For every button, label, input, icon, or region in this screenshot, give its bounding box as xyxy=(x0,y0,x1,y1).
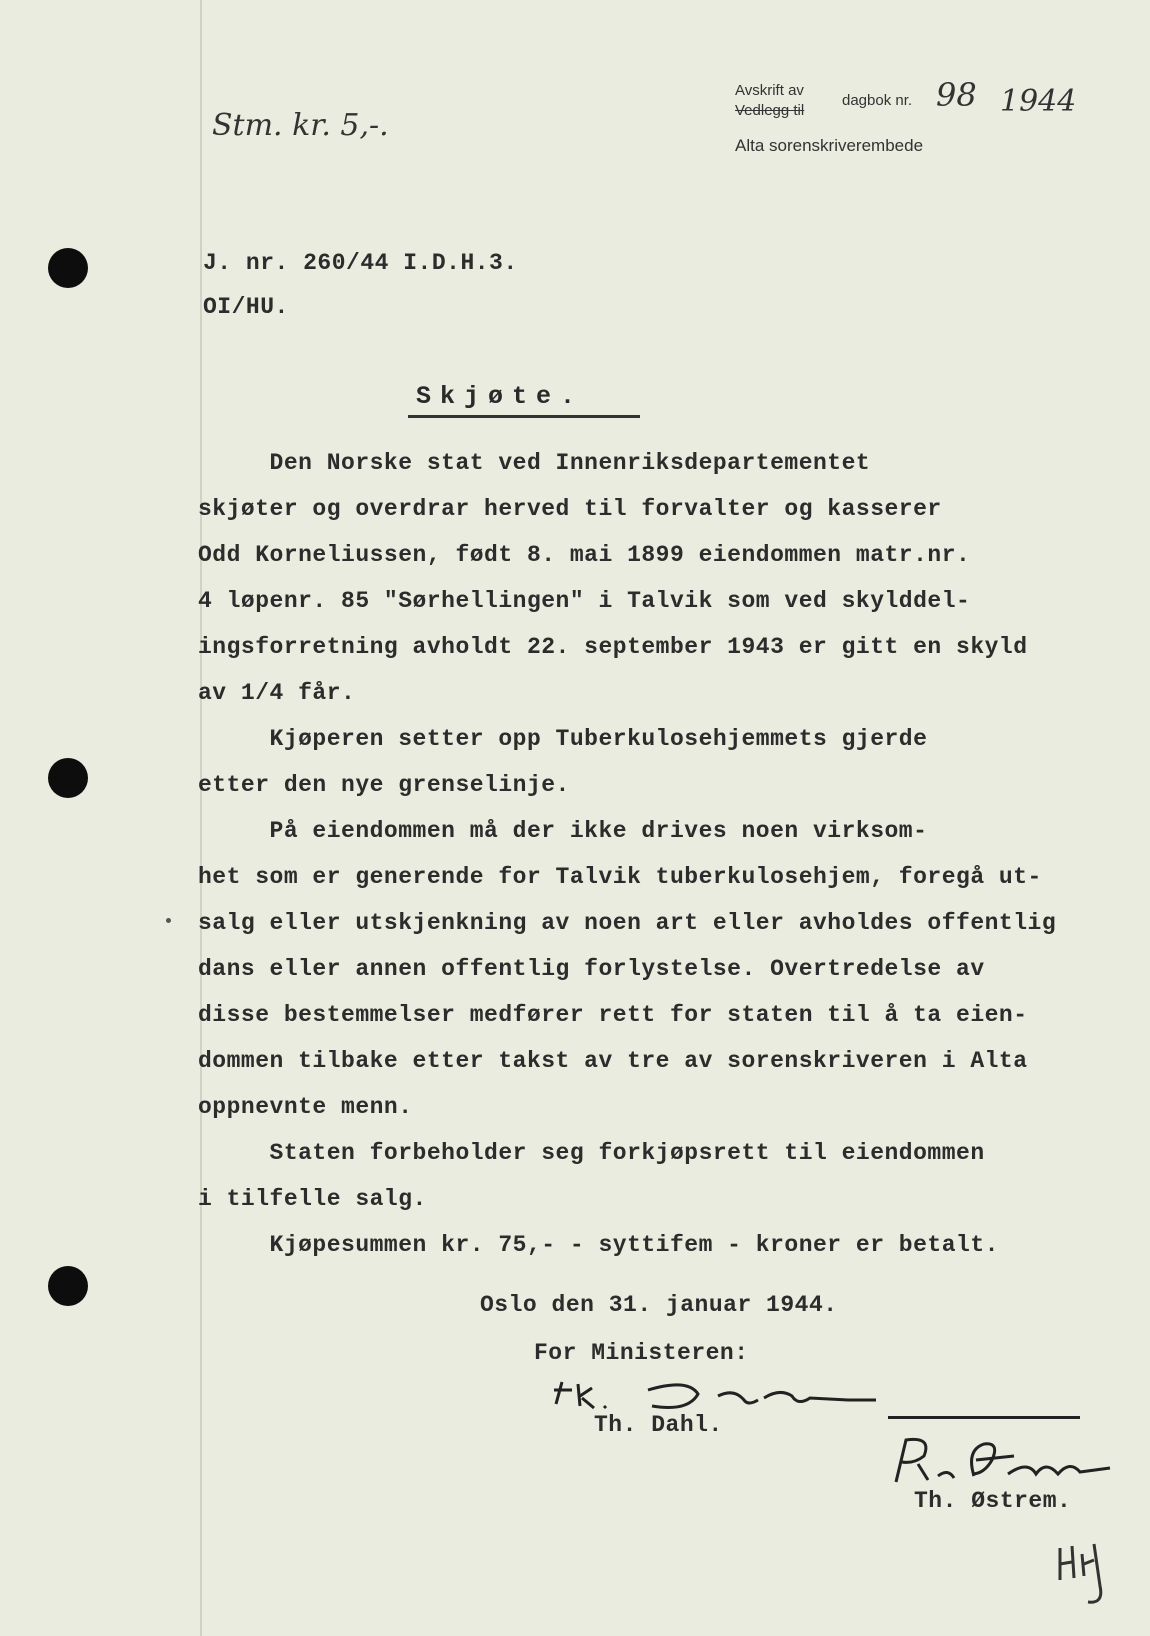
place-date: Oslo den 31. januar 1944. xyxy=(480,1292,838,1318)
body-line: skjøter og overdrar herved til forvalter og kasserer xyxy=(198,496,942,522)
body-line: het som er generende for Talvik tuberkulosehjem, foregå ut- xyxy=(198,864,1042,890)
signature-rule xyxy=(888,1416,1080,1419)
punch-hole xyxy=(48,758,88,798)
signer-ostrem: Th. Østrem. xyxy=(914,1488,1072,1514)
stamp-line1-prefix: Avskrift av xyxy=(735,82,804,99)
body-line: salg eller utskjenkning av noen art eller avholdes offentlig xyxy=(198,910,1057,936)
initials-reference: OI/HU. xyxy=(203,294,289,320)
body-line: Kjøperen setter opp Tuberkulosehjemmets gjerde xyxy=(198,726,928,752)
body-line: disse bestemmelser medfører rett for staten til å ta eien- xyxy=(198,1002,1028,1028)
initials-mark xyxy=(1054,1530,1124,1610)
body-line: 4 løpenr. 85 "Sørhellingen" i Talvik som ved skylddel- xyxy=(198,588,971,614)
body-line: dans eller annen offentlig forlystelse. Overtredelse av xyxy=(198,956,985,982)
body-line: i tilfelle salg. xyxy=(198,1186,427,1212)
stray-mark xyxy=(166,918,171,923)
stamp-office: Alta sorenskriverembede xyxy=(735,136,924,155)
title-underline xyxy=(408,415,640,418)
stamp-line1-struck: Vedlegg til xyxy=(735,102,805,119)
punch-hole xyxy=(48,1266,88,1306)
body-line: ingsforretning avholdt 22. september 1943 er gitt en skyld xyxy=(198,634,1028,660)
signature-dahl xyxy=(548,1370,878,1418)
body-line: Staten forbeholder seg forkjøpsrett til eiendommen xyxy=(198,1140,985,1166)
body-line: dommen tilbake etter takst av tre av sorenskriveren i Alta xyxy=(198,1048,1028,1074)
document-title: Skjøte. xyxy=(416,382,585,411)
margin-note: Stm. kr. 5,-. xyxy=(212,108,389,143)
body-line: etter den nye grenselinje. xyxy=(198,772,570,798)
body-line: På eiendommen må der ikke drives noen virksom- xyxy=(198,818,928,844)
for-minister: For Ministeren: xyxy=(534,1340,749,1366)
signer-dahl: Th. Dahl. xyxy=(594,1412,723,1438)
punch-hole xyxy=(48,248,88,288)
body-line: Den Norske stat ved Innenriksdepartementet xyxy=(198,450,871,476)
signature-ostrem xyxy=(888,1430,1118,1490)
journal-reference: J. nr. 260/44 I.D.H.3. xyxy=(203,250,518,276)
stamp-dagbok-label: dagbok nr. xyxy=(842,92,913,109)
dagbok-number: 98 xyxy=(936,76,977,114)
body-line: oppnevnte menn. xyxy=(198,1094,413,1120)
body-line: Odd Korneliussen, født 8. mai 1899 eiendommen matr.nr. xyxy=(198,542,971,568)
stamp-year: 1944 xyxy=(1000,84,1077,119)
body-line: av 1/4 får. xyxy=(198,680,356,706)
body-line: Kjøpesummen kr. 75,- - syttifem - kroner er betalt. xyxy=(198,1232,999,1258)
